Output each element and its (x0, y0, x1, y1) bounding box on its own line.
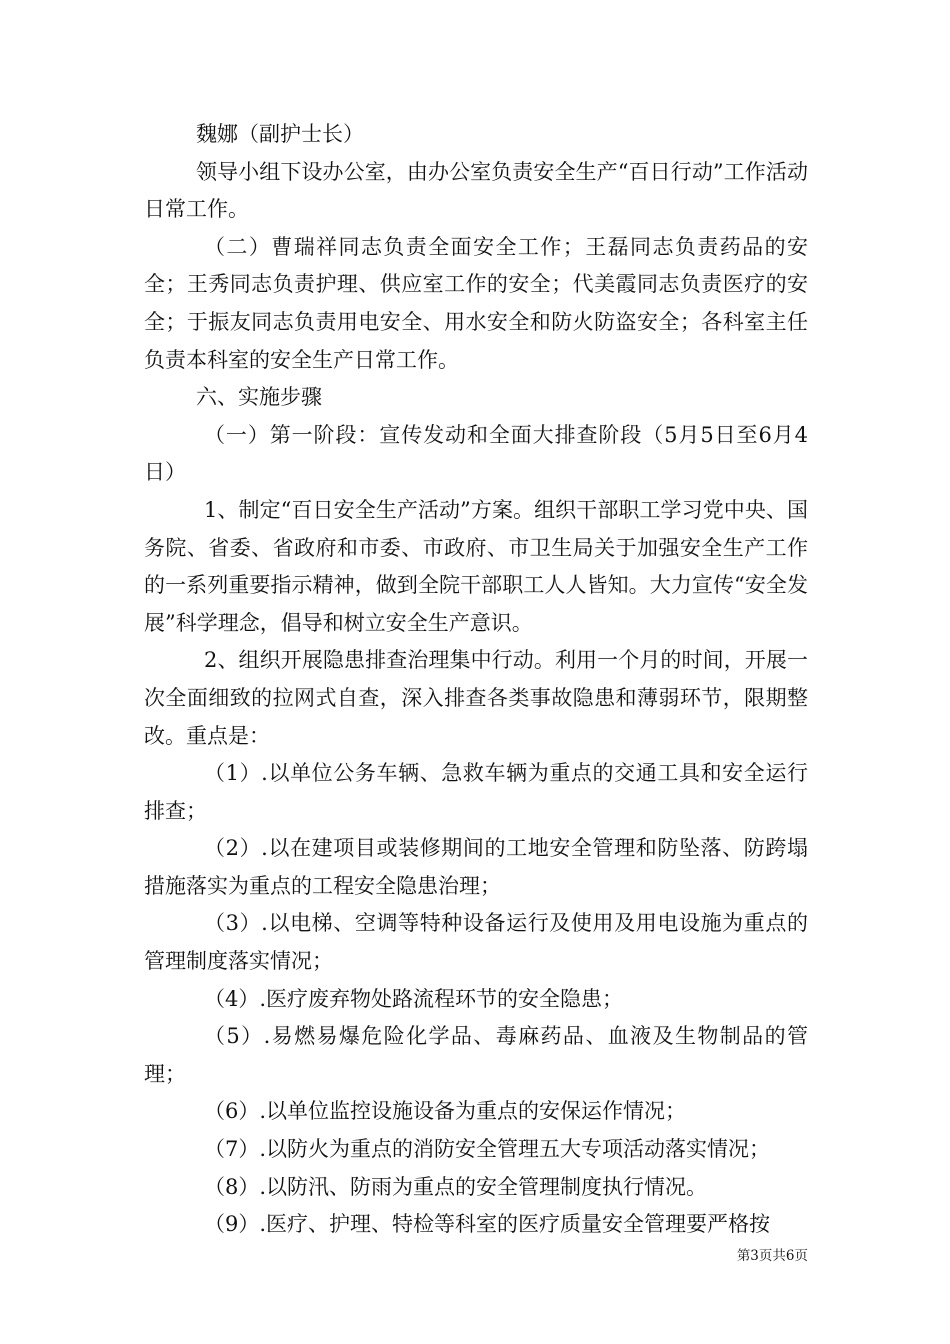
list-item-9: （9）.医疗、护理、特检等科室的医疗质量安全管理要严格按 (204, 1212, 771, 1237)
paragraph-phase-one: （一）第一阶段：宣传发动和全面大排查阶段（5月5日至6月4日） (144, 422, 808, 485)
section-heading-implementation-steps: 六、实施步骤 (196, 385, 322, 410)
list-item-8: （8）.以防汛、防雨为重点的安全管理制度执行情况。 (204, 1174, 708, 1199)
paragraph-2: 领导小组下设办公室，由办公室负责安全生产“百日行动”工作活动日常工作。 (144, 159, 808, 222)
list-item-1: （1）.以单位公务车辆、急救车辆为重点的交通工具和安全运行排查； (144, 761, 808, 823)
list-item-6: （6）.以单位监控设施设备为重点的安保运作情况； (204, 1099, 687, 1124)
list-item-4: （4）.医疗废弃物处路流程环节的安全隐患； (204, 986, 624, 1011)
document-body (144, 116, 808, 1244)
list-item-2: （2）.以在建项目或装修期间的工地安全管理和防坠落、防跨塌措施落实为重点的工程安全隐患治理； (144, 836, 808, 898)
list-item-5: （5）.易燃易爆危险化学品、毒麻药品、血液及生物制品的管理； (144, 1024, 808, 1086)
paragraph-1: 魏娜（副护士长） (196, 122, 364, 146)
list-item-7: （7）.以防火为重点的消防安全管理五大专项活动落实情况； (204, 1137, 771, 1162)
paragraph-3: （二）曹瑞祥同志负责全面安全工作；王磊同志负责药品的安全；王秀同志负责护理、供应室工作的安全；代美霞同志负责医疗的安全；于振友同志负责用电安全、用水安全和防火防盗安全；各科室主任负责本科室的安全生产日常工作。 (144, 234, 808, 372)
paragraph-item-1: 1、制定“百日安全生产活动”方案。组织干部职工学习党中央、国务院、省委、省政府和市委、市政府、市卫生局关于加强安全生产工作的一系列重要指示精神，做到全院干部职工人人皆知。大力宣传“安全发展”科学理念，倡导和树立安全生产意识。 (144, 497, 808, 635)
list-item-3: （3）.以电梯、空调等特种设备运行及使用及用电设施为重点的管理制度落实情况； (144, 911, 808, 974)
paragraph-item-2: 2、组织开展隐患排查治理集中行动。利用一个月的时间，开展一次全面细致的拉网式自查，深入排查各类事故隐患和薄弱环节，限期整改。重点是： (144, 648, 808, 748)
page-number-footer: 第3页共6页 (736, 1248, 808, 1264)
